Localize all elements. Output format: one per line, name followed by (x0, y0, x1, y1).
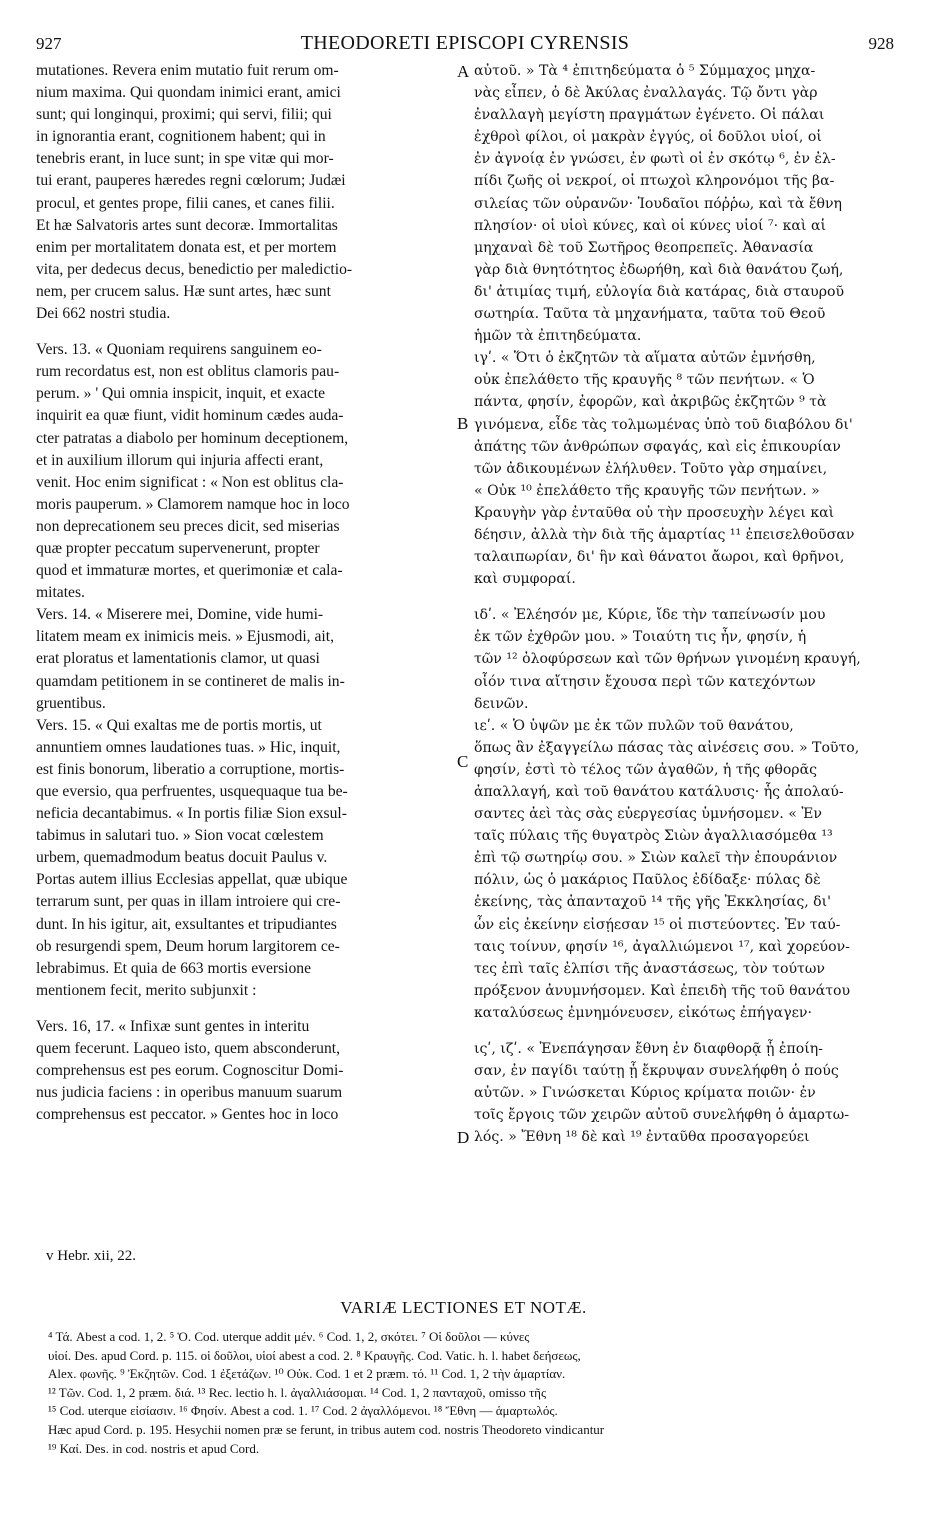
greek-line: σιλείας τῶν οὐρανῶν· Ἰουδαῖοι πόῤῥω, καὶ τὰ ἔθνη (474, 195, 842, 212)
greek-line: οὐκ ἐπελάθετο τῆς κραυγῆς ⁸ τῶν πενήτων. « Ὁ (474, 372, 815, 389)
greek-line: ἀπαλλαγή, καὶ τοῦ θανάτου κατάλυσις· ἧς ἀπολαύ- (474, 784, 844, 800)
greek-line: γινόμενα, εἶδε τὰς τολμωμένας ὑπὸ τοῦ διαβόλου δι' (474, 416, 853, 433)
latin-line: Vers. 13. « Quoniam requirens sanguinem eo- (36, 341, 322, 359)
latin-line: urbem, quemadmodum beatus docuit Paulus v. (36, 849, 328, 867)
latin-line-spacer (36, 325, 454, 339)
greek-line: ἡμῶν τὰ ἐπιτηδεύματα. (474, 328, 642, 345)
greek-line: νὰς εἶπεν, ὁ δὲ Ἀκύλας ἐναλλαγάς. Τῷ ὄντι γὰρ (474, 85, 818, 102)
latin-line: ob resurgendi spem, Deum horum largitorem ce- (36, 937, 340, 955)
latin-line: enim per mortalitatem donata est, et per mortem (36, 238, 337, 256)
greek-line: καταλύσεως ἐμνημόνευσεν, εἰκότως ἐπήγαγεν· (474, 1004, 812, 1021)
greek-line-spacer (474, 590, 894, 604)
greek-line: ἐπὶ τῷ σωτηρίῳ σου. » Σιὼν καλεῖ τὴν ἐπουράνιον (474, 850, 838, 867)
latin-line: lebrabimus. Et quia de 663 mortis eversione (36, 959, 311, 977)
latin-line: procul, et gentes prope, filii canes, et canes filii. (36, 194, 335, 212)
greek-line: σωτηρία. Ταῦτα τὰ μηχανήματα, ταῦτα τοῦ Θεοῦ (474, 306, 826, 323)
greek-line: ὅπως ἂν ἐξαγγείλω πάσας τὰς αἰνέσεις σου. » Τοῦτο, (474, 739, 860, 756)
greek-line: ταῖς πύλαις τῆς θυγατρὸς Σιὼν ἀγαλλιασόμεθα ¹³ (474, 828, 833, 845)
latin-line: non deprecationem seu preces dicit, sed miserias (36, 517, 340, 535)
latin-line: Portas autem illius Ecclesias appellat, quæ ubique (36, 871, 348, 889)
latin-line: sunt; qui longinqui, proximi; qui servi, filii; qui (36, 106, 332, 124)
greek-line: δι' ἀτιμίας τιμή, εὐλογία διὰ κατάρας, διὰ σταυροῦ (474, 283, 845, 300)
greek-line: τῶν ἀδικουμένων ἐλήλυθεν. Τοῦτο γὰρ σημαίνει, (474, 460, 828, 477)
note-line: ¹⁵ Cod. uterque εἰσίασιν. ¹⁶ Φησίν. Abest a cod. 1. ¹⁷ Cod. 2 ἀγαλλόμενοι. ¹⁸ Ἔθνη — ἁμαρτωλός. (48, 1403, 558, 1419)
latin-line-spacer (36, 1002, 454, 1016)
latin-line: terrarum sunt, per quas in illam introiere qui cre- (36, 893, 341, 911)
latin-line: rum recordatus est, non est oblitus clamoris pau- (36, 363, 340, 381)
greek-line: σαντες ἀεὶ τὰς σὰς εὐεργεσίας ὑμνήσομεν. « Ἐν (474, 806, 822, 823)
latin-line: et in auxilium illorum qui injuria affecti erant, (36, 451, 324, 469)
margin-marker-d: D (457, 1128, 470, 1147)
greek-line: ἐχθροὶ φίλοι, οἱ μακρὰν ἐγγύς, οἱ δοῦλοι υἱοί, οἱ (474, 129, 822, 146)
greek-line: ἐκείνης, τὰς ἁπανταχοῦ ¹⁴ τῆς γῆς Ἐκκλησίας, δι' (474, 894, 832, 911)
latin-line: cter patratas a diabolo per hominum deceptionem, (36, 429, 349, 447)
latin-line: mentionem fecit, merito subjunxit : (36, 981, 257, 999)
latin-line: quæ propter peccatum supervenerunt, propter (36, 539, 320, 557)
greek-line: πόλιν, ὡς ὁ μακάριος Παῦλος ἐδίδαξε· πύλας δὲ (474, 872, 821, 889)
greek-line: μηχαναὶ δὲ τοῦ Σωτῆρος θεοπρεπεῖς. Ἀθανασία (474, 239, 814, 256)
greek-line: ἐκ τῶν ἐχθρῶν μου. » Τοιαύτη τις ἦν, φησίν, ἡ (474, 629, 807, 646)
greek-line: πλησίον· οἱ υἱοὶ κύνες, καὶ οἱ κύνες υἱοί ⁷· καὶ αἱ (474, 217, 826, 234)
latin-line: quem fecerunt. Laqueo isto, quem absconderunt, (36, 1040, 340, 1058)
latin-line: erat ploratus et lamentationis clamor, ut quasi (36, 650, 320, 668)
greek-line: ἐναλλαγὴ μεγίστη πραγμάτων ἐγένετο. Οἱ πάλαι (474, 107, 825, 124)
footnote: v Hebr. xii, 22. (46, 1248, 136, 1264)
greek-line: τοῖς ἔργοις τῶν χειρῶν αὐτοῦ συνελήφθη ὁ ἁμαρτω- (474, 1107, 849, 1124)
greek-line-spacer (474, 1024, 894, 1038)
note-line: ¹² Τῶν. Cod. 1, 2 præm. διά. ¹³ Rec. lectio h. l. ἀγαλλιάσομαι. ¹⁴ Cod. 1, 2 πανταχοῦ, omisso τῆς (48, 1384, 547, 1400)
latin-line: tenebris erant, in luce sunt; in spe vitæ qui mor- (36, 150, 334, 168)
latin-line: perum. » ' Qui omnia inspicit, inquit, et exacte (36, 385, 326, 403)
greek-line: ὧν εἰς ἐκείνην εἰσῄεσαν ¹⁵ οἱ πιστεύοντες. Ἐν ταύ- (474, 916, 841, 933)
latin-line: mutationes. Revera enim mutatio fuit rerum om- (36, 62, 339, 79)
latin-line: dunt. In his igitur, ait, exsultantes et tripudiantes (36, 915, 337, 933)
latin-line: nus judicia faciens : in operibus manuum suarum (36, 1084, 343, 1102)
latin-line: tui erant, pauperes hæredes regni cœlorum; Judæi (36, 172, 346, 190)
greek-line: ιδʹ. « Ἐλέησόν με, Κύριε, ἴδε τὴν ταπείνωσίν μου (474, 607, 826, 624)
latin-line: quamdam petitionem in se contineret de malis in- (36, 672, 345, 690)
running-header (36, 30, 894, 60)
greek-line: οἷόν τινα αἴτησιν ἔχουσα περὶ τῶν κατεχόντων (474, 673, 816, 690)
greek-line: δεινῶν. (474, 695, 529, 712)
latin-column (36, 60, 454, 1126)
greek-line: τῶν ¹² ὀλοφύρσεων καὶ τῶν θρήνων γινομένη κραυγή, (474, 651, 861, 668)
greek-line: φησίν, ἐστὶ τὸ τέλος τῶν ἀγαθῶν, ἡ τῆς φθορᾶς (474, 761, 817, 778)
latin-line: Et hæ Salvatoris artes sunt decoræ. Immortalitas (36, 216, 338, 234)
greek-line: πρόξενον ἀνυμνήσομεν. Καὶ ἐπειδὴ τῆς τοῦ θανάτου (474, 982, 851, 999)
latin-line: que eversio, qua perfruentes, usquequaque tua be- (36, 783, 348, 800)
note-line: υἱοί. Des. apud Cord. p. 115. οἱ δοῦλοι, υἱοί abest a cod. 2. ⁸ Κραυγῆς. Cod. Vatic. h. l. habet δεήσεως, (48, 1347, 581, 1363)
latin-line: litatem meam ex inimicis meis. » Ejusmodi, ait, (36, 628, 334, 646)
note-line: ¹⁹ Καί. Des. in cod. nostris et apud Cord. (48, 1440, 260, 1456)
note-line: ⁴ Τά. Abest a cod. 1, 2. ⁵ Ὁ. Cod. uterque addit μέν. ⁶ Cod. 1, 2, σκότει. ⁷ Οἱ δοῦλοι — κύνες (48, 1329, 530, 1344)
latin-line: annuntiem omnes laudationes tuas. » Hic, inquit, (36, 738, 341, 756)
greek-line: ιεʹ. « Ὁ ὑψῶν με ἐκ τῶν πυλῶν τοῦ θανάτου, (474, 717, 794, 734)
latin-line: tabimus in salutari tuo. » Sion vocat cœlestem (36, 827, 324, 845)
greek-line: αὐτοῦ. » Τὰ ⁴ ἐπιτηδεύματα ὁ ⁵ Σύμμαχος μηχα- (474, 63, 816, 79)
latin-line: vita, per dedecus decus, benedictio per maledictio- (36, 260, 353, 278)
latin-line: neficia decantabimus. « In portis filiæ Sion exsul- (36, 805, 347, 823)
greek-line: ταλαιπωρίαν, δι' ἣν καὶ θάνατοι ἄωροι, καὶ θρῆνοι, (474, 549, 845, 566)
greek-line: πίδι ζωῆς οἱ νεκροί, οἱ πτωχοὶ κληρονόμοι τῆς βα- (474, 173, 835, 190)
page-number-right: 928 (868, 34, 894, 53)
greek-line: ιγʹ. « Ὅτι ὁ ἐκζητῶν τὰ αἵματα αὐτῶν ἐμνήσθη, (474, 350, 816, 367)
margin-marker-c: C (457, 752, 469, 771)
margin-marker-a: A (457, 62, 470, 81)
greek-line: Κραυγὴν γὰρ ἐνταῦθα οὐ τὴν προσευχὴν λέγει καὶ (474, 504, 835, 521)
greek-line: γὰρ διὰ θνητότητος ἐδωρήθη, καὶ διὰ θανάτου ζωή, (474, 261, 844, 278)
latin-line: gruentibus. (36, 694, 106, 712)
latin-line: Vers. 16, 17. « Infixæ sunt gentes in interitu (36, 1017, 310, 1035)
notes-title: VARIÆ LECTIONES ET NOTÆ. (340, 1298, 587, 1317)
note-line: Alex. φωνῆς. ⁹ Ἐκζητῶν. Cod. 1 ἐξετάζων. ¹⁰ Οὐκ. Cod. 1 et 2 præm. τό. ¹¹ Cod. 1, 2 τὴν ἁμαρτίαν. (48, 1366, 566, 1382)
page-number-left: 927 (36, 34, 62, 53)
latin-line: moris pauperum. » Clamorem namque hoc in loco (36, 495, 350, 513)
latin-line: comprehensus est peccator. » Gentes hoc in loco (36, 1106, 339, 1124)
latin-line: inquirit ea quæ fiunt, vidit hominum cædes auda- (36, 407, 344, 425)
greek-column (474, 60, 894, 1149)
latin-line: nium maxima. Qui quondam inimici erant, amici (36, 84, 341, 102)
greek-line: ταις τοίνυν, φησίν ¹⁶, ἀγαλλιώμενοι ¹⁷, καὶ χορεύον- (474, 938, 850, 955)
running-title: THEODORETI EPISCOPI CYRENSIS (300, 32, 630, 54)
greek-line: τες ἐπὶ ταῖς ἐλπίσι τῆς ἀναστάσεως, τὸν τούτων (474, 960, 825, 977)
latin-line: quod et immaturæ mortes, et querimoniæ et cala- (36, 562, 343, 580)
greek-line: αὐτῶν. » Γινώσκεται Κύριος κρίματα ποιῶν· ἐν (474, 1085, 816, 1102)
latin-line: comprehensus est pes eorum. Cognoscitur Domi- (36, 1062, 344, 1080)
greek-line: « Οὐκ ¹⁰ ἐπελάθετο τῆς κραυγῆς τῶν πενήτων. » (474, 482, 820, 499)
latin-line: est finis bonorum, liberatio a corruptione, mortis- (36, 760, 345, 778)
latin-line: Vers. 15. « Qui exaltas me de portis mortis, ut (36, 716, 322, 734)
greek-line: πάντα, φησίν, ἐφορῶν, καὶ ἀκριβῶς ἐκζητῶν ⁹ τὰ (474, 394, 827, 411)
note-line: Hæc apud Cord. p. 195. Hesychii nomen præ se ferunt, in tribus autem cod. nostris Theodoreto vindicantur (48, 1421, 605, 1437)
variant-notes (48, 1328, 898, 1458)
greek-line: ἀπάτης τῶν ἀνθρώπων σφαγάς, καὶ εἰς ἐπικουρίαν (474, 438, 841, 455)
latin-line: in ignorantia erant, cognitionem habent; qui in (36, 128, 326, 146)
greek-line: ἐν ἀγνοίᾳ ἐν γνώσει, ἐν φωτὶ οἱ ἐν σκότῳ ⁶, ἐν ἐλ- (474, 151, 836, 168)
latin-line: Dei 662 nostri studia. (36, 305, 171, 323)
greek-line: σαν, ἐν παγίδι ταύτῃ ᾗ ἔκρυψαν συνελήφθη ὁ πούς (474, 1063, 839, 1080)
latin-line: Vers. 14. « Miserere mei, Domine, vide humi- (36, 606, 324, 624)
greek-line: λός. » Ἔθνη ¹⁸ δὲ καὶ ¹⁹ ἐνταῦθα προσαγορεύει (474, 1129, 810, 1146)
latin-line: venit. Hoc enim significat : « Non est oblitus cla- (36, 473, 344, 491)
latin-line: mitates. (36, 584, 85, 602)
greek-line: ιςʹ, ιζʹ. « Ἐνεπάγησαν ἔθνη ἐν διαφθορᾷ ᾗ ἐποίη- (474, 1041, 823, 1058)
greek-line: δέησιν, ἀλλὰ τὴν διὰ τῆς ἁμαρτίας ¹¹ ἐπεισελθοῦσαν (474, 526, 855, 543)
greek-line: καὶ συμφοραί. (474, 571, 576, 588)
margin-marker-b: B (457, 414, 469, 433)
latin-line: nem, per crucem salus. Hæ sunt artes, hæc sunt (36, 282, 331, 300)
